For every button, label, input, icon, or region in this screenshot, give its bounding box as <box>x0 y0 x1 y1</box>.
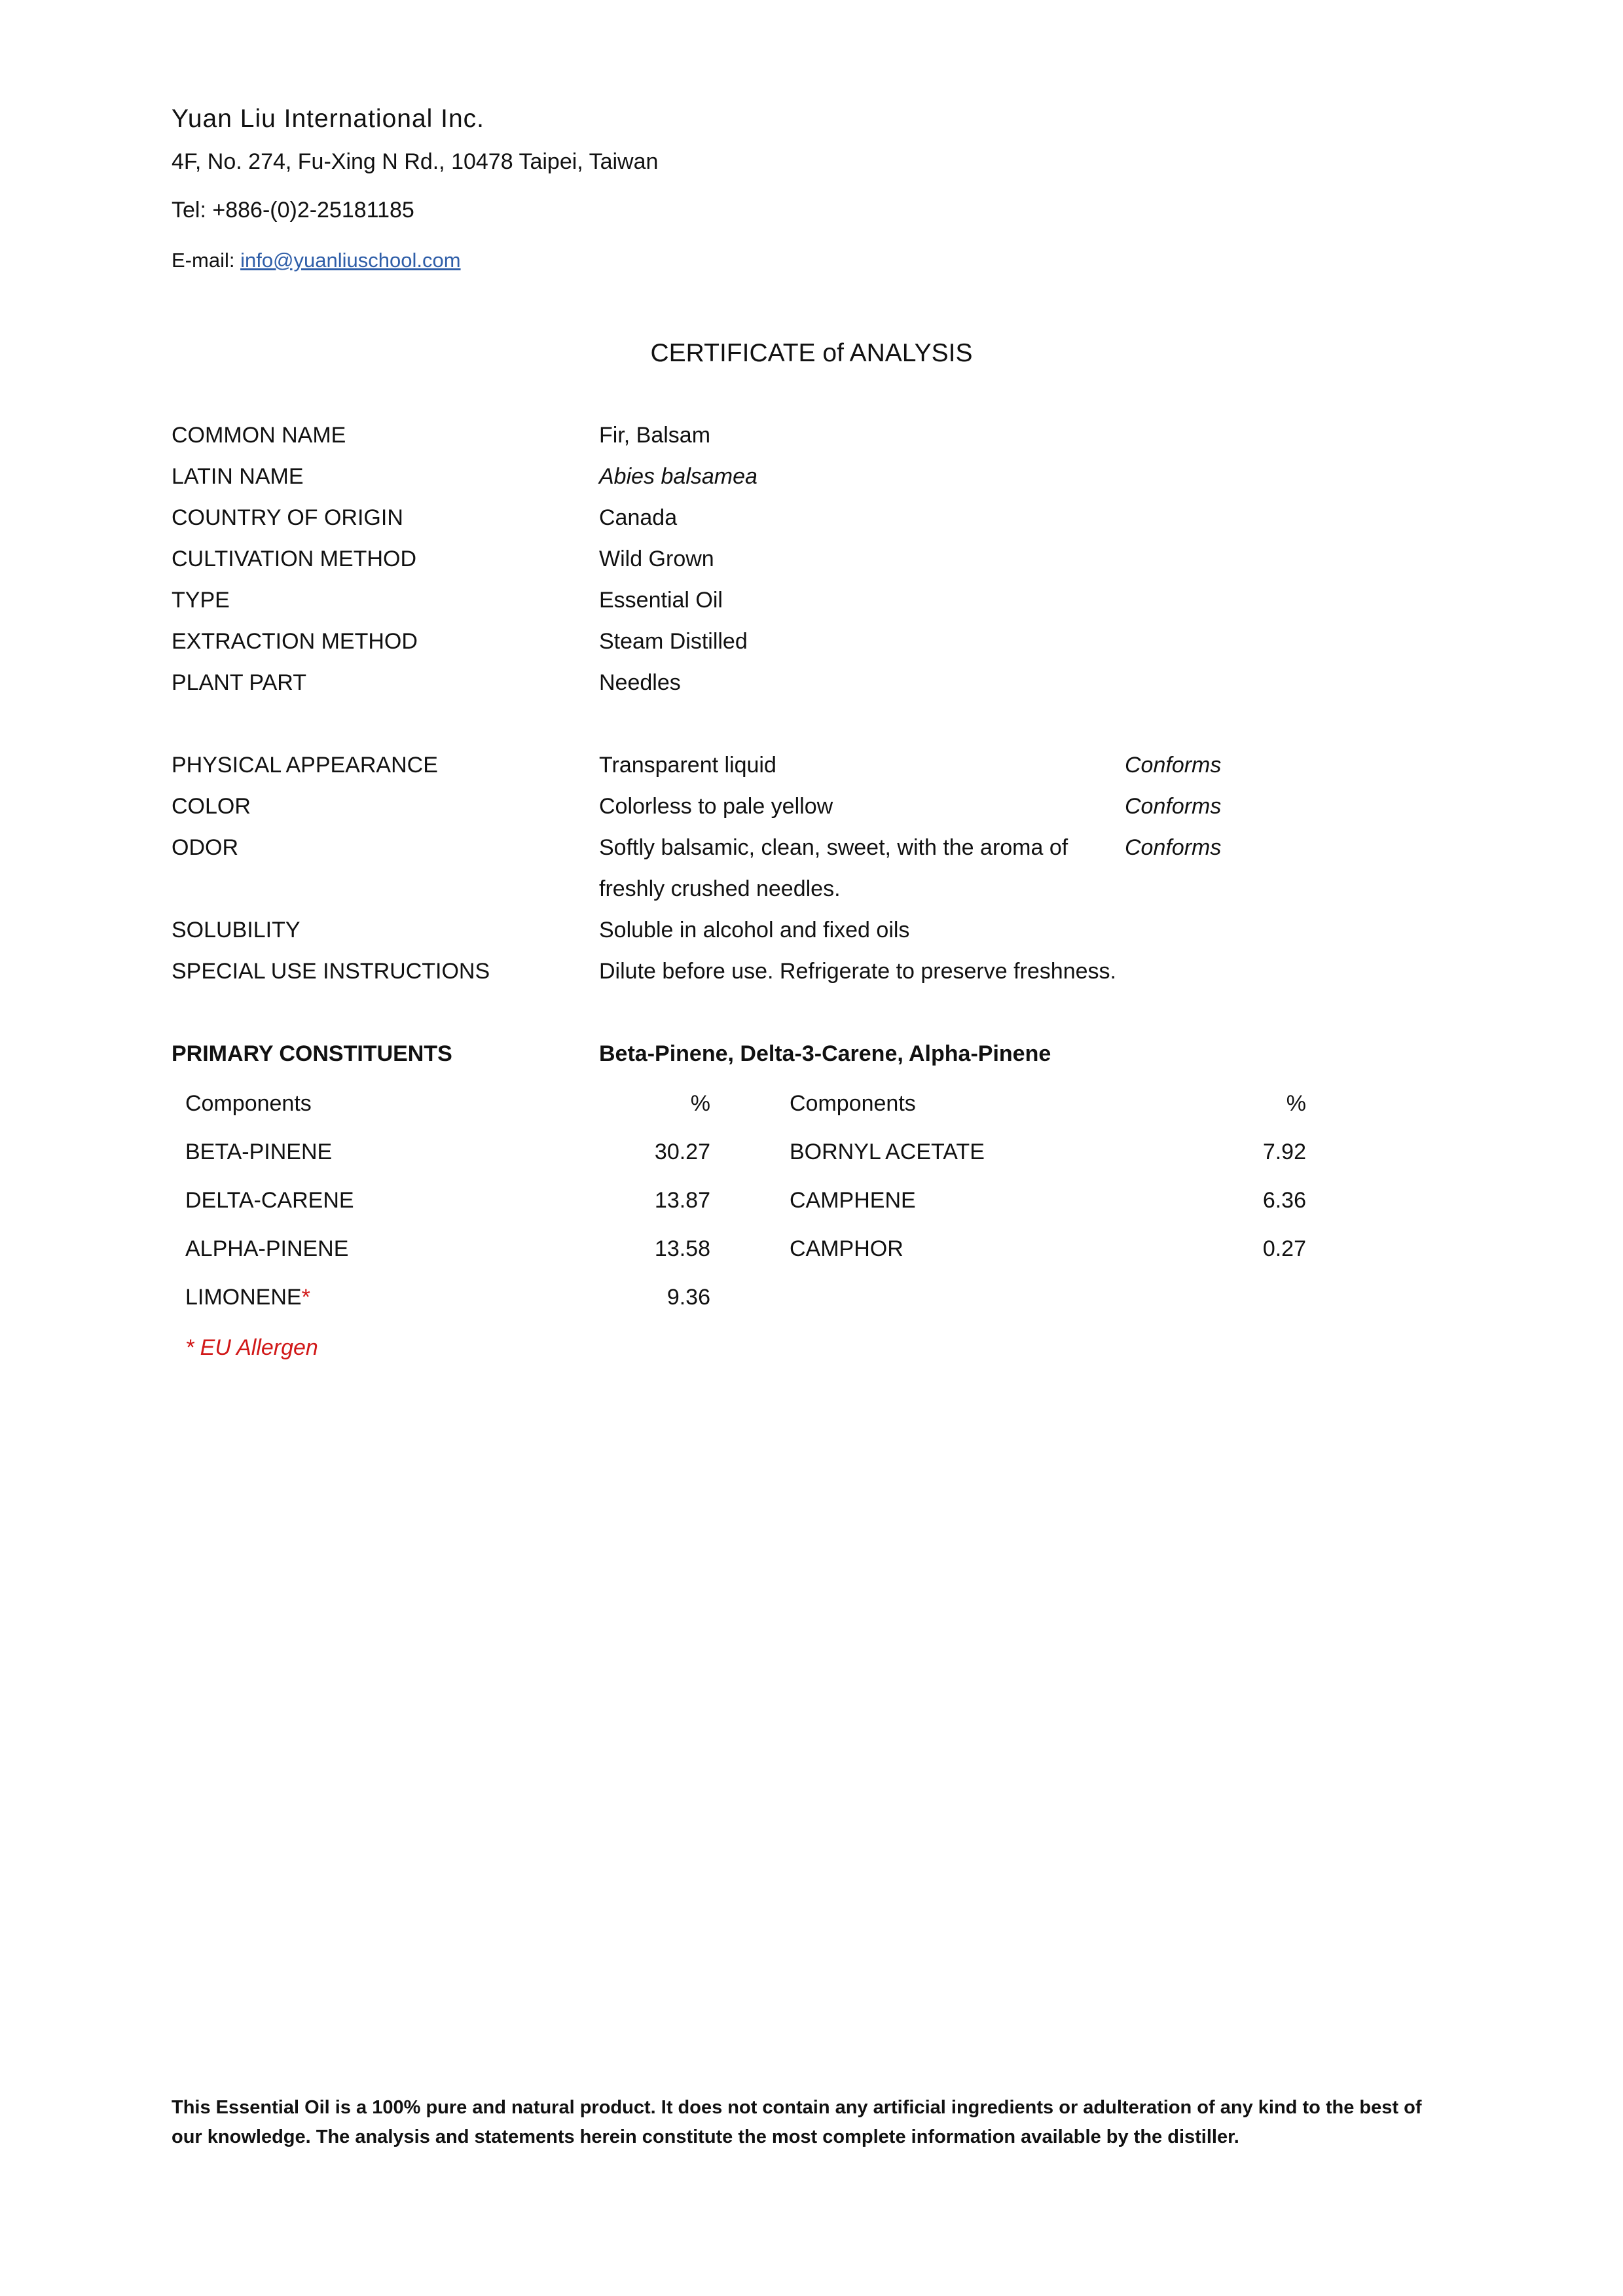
email-link[interactable]: info@yuanliuschool.com <box>240 249 461 272</box>
odor-value-continued: freshly crushed needles. <box>599 876 841 901</box>
primary-constituents-value: Beta-Pinene, Delta-3-Carene, Alpha-Pinene <box>599 1041 1051 1066</box>
allergen-footnote: * EU Allergen <box>185 1335 318 1360</box>
components-header-left: Components <box>185 1091 312 1116</box>
odor-value: Softly balsamic, clean, sweet, with the aroma of <box>599 835 1068 860</box>
extraction-value: Steam Distilled <box>599 629 748 654</box>
component-name: LIMONENE <box>185 1285 302 1310</box>
appearance-label: PHYSICAL APPEARANCE <box>172 753 438 778</box>
common-name-value: Fir, Balsam <box>599 423 711 448</box>
solubility-label: SOLUBILITY <box>172 918 301 942</box>
component-name: BETA-PINENE <box>185 1139 333 1164</box>
component-percent: 6.36 <box>1262 1188 1306 1213</box>
latin-name-value: Abies balsamea <box>599 464 757 489</box>
primary-constituents-label: PRIMARY CONSTITUENTS <box>172 1041 452 1066</box>
percent-header-left: % <box>690 1091 710 1116</box>
cultivation-label: CULTIVATION METHOD <box>172 547 416 571</box>
color-value: Colorless to pale yellow <box>599 794 833 819</box>
odor-status: Conforms <box>1125 835 1222 860</box>
component-percent: 13.87 <box>654 1188 710 1213</box>
component-name: ALPHA-PINENE <box>185 1236 349 1261</box>
components-header-right: Components <box>790 1091 916 1116</box>
component-name: DELTA-CARENE <box>185 1188 354 1213</box>
component-percent: 9.36 <box>666 1285 710 1310</box>
percent-header-right: % <box>1286 1091 1306 1116</box>
type-value: Essential Oil <box>599 588 723 613</box>
common-name-label: COMMON NAME <box>172 423 346 448</box>
document-title: CERTIFICATE of ANALYSIS <box>650 339 973 367</box>
component-name: CAMPHOR <box>790 1236 903 1261</box>
component-name: CAMPHENE <box>790 1188 916 1213</box>
extraction-label: EXTRACTION METHOD <box>172 629 418 654</box>
company-name: Yuan Liu International Inc. <box>172 105 484 133</box>
company-email <box>172 249 461 272</box>
component-percent: 30.27 <box>654 1139 710 1164</box>
allergen-marker: * <box>301 1285 310 1310</box>
color-label: COLOR <box>172 794 251 819</box>
latin-name-label: LATIN NAME <box>172 464 304 489</box>
special-use-label: SPECIAL USE INSTRUCTIONS <box>172 959 490 984</box>
special-use-value: Dilute before use. Refrigerate to preserve freshness. <box>599 959 1116 984</box>
component-percent: 0.27 <box>1262 1236 1306 1261</box>
plant-part-value: Needles <box>599 670 681 695</box>
component-percent: 13.58 <box>654 1236 710 1261</box>
company-phone: Tel: +886-(0)2-25181185 <box>172 198 414 223</box>
odor-label: ODOR <box>172 835 238 860</box>
disclaimer: This Essential Oil is a 100% pure and natural product. It does not contain any artificial ingredients or adulteration of any kind to the best of our knowledge. The analysis and statements herein constitute the most complete information available by the distiller. <box>172 2097 1422 2147</box>
cultivation-value: Wild Grown <box>599 547 714 571</box>
email-label: E-mail: <box>172 249 241 272</box>
country-value: Canada <box>599 505 678 530</box>
component-percent: 7.92 <box>1262 1139 1306 1164</box>
color-status: Conforms <box>1125 794 1222 819</box>
company-address: 4F, No. 274, Fu-Xing N Rd., 10478 Taipei, Taiwan <box>172 149 659 174</box>
component-name: BORNYL ACETATE <box>790 1139 985 1164</box>
solubility-value: Soluble in alcohol and fixed oils <box>599 918 910 942</box>
plant-part-label: PLANT PART <box>172 670 306 695</box>
component-row-limonene <box>185 1285 310 1310</box>
appearance-value: Transparent liquid <box>599 753 776 778</box>
type-label: TYPE <box>172 588 230 613</box>
country-label: COUNTRY OF ORIGIN <box>172 505 403 530</box>
appearance-status: Conforms <box>1125 753 1222 778</box>
